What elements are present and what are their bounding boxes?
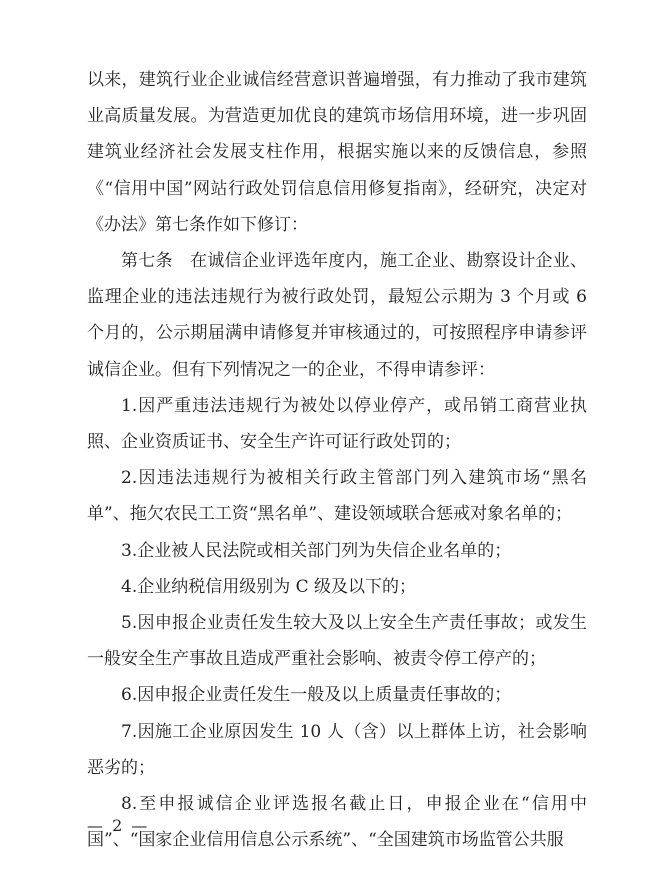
list-item-3: 3.企业被人民法院或相关部门列为失信企业名单的； (121, 540, 512, 561)
list-item-4: 4.企业纳税信用级别为 C 级及以下的； (121, 576, 417, 597)
list-item-6: 6.因申报企业责任发生一般及以上质量责任事故的； (121, 685, 512, 706)
paragraph-intro: 以来，建筑行业企业诚信经营意识普遍增强，有力推动了我市建筑业高质量发展。为营造更加优良的建筑市场信用环境，进一步巩固建筑业经济社会发展支柱作用，根据实施以来的反馈信息，参照《“信用中国”网站行政处罚信息信用修复指南》，经研究，决定对《办法》第七条作如下修订： (87, 70, 587, 235)
page-number: — 2 — (87, 816, 150, 835)
list-item-2: 2.因违法违规行为被相关行政主管部门列入建筑市场“黑名单”、拖欠农民工工资“黑名单”、建设领域联合惩戒对象名单的； (87, 468, 587, 525)
paragraph-article-7: 第七条 在诚信企业评选年度内，施工企业、勘察设计企业、监理企业的违法违规行为被行政处罚，最短公示期为 3 个月或 6 个月的，公示期届满申请修复并审核通过的，可按照程序申请参评诚信企业。但有下列情况之一的企业，不得申请参评： (87, 251, 587, 380)
list-item-7: 7.因施工企业原因发生 10 人（含）以上群体上访，社会影响恶劣的； (87, 721, 587, 778)
document-body (87, 62, 587, 858)
list-item-5: 5.因申报企业责任发生较大及以上安全生产责任事故；或发生一般安全生产事故且造成严重社会影响、被责令停工停产的； (87, 613, 587, 670)
list-item-1: 1.因严重违法违规行为被处以停业停产，或吊销工商营业执照、企业资质证书、安全生产许可证行政处罚的； (87, 395, 587, 453)
list-item-8: 8.至申报诚信企业评选报名截止日，申报企业在“信用中国”、“国家企业信用信息公示系统”、“全国建筑市场监管公共服 (87, 794, 587, 851)
